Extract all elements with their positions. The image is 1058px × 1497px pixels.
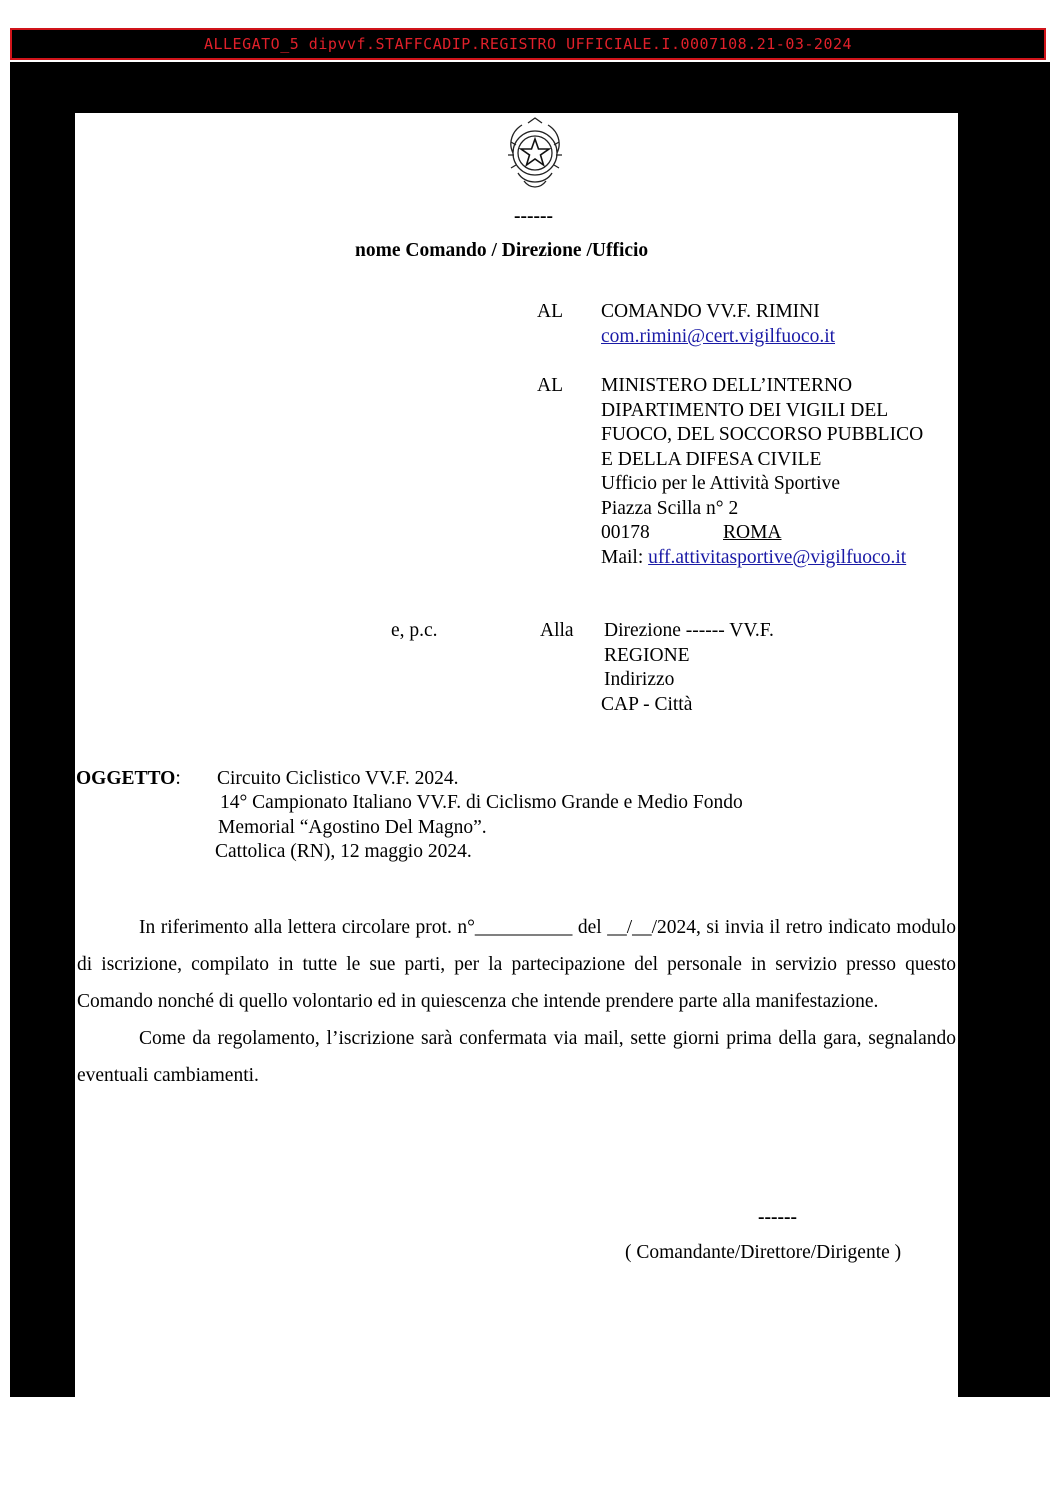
signature-dashes: ------ (758, 1207, 797, 1228)
body-paragraph: Come da regolamento, l’iscrizione sarà confermata via mail, sette giorni prima della gara, segnalando eventuali cambiamenti. (77, 1028, 956, 1086)
recipient1-name: COMANDO VV.F. RIMINI (601, 301, 820, 322)
recipient2-prefix: AL (537, 375, 563, 396)
subject-label: OGGETTO (76, 768, 176, 789)
protocol-stamp: ALLEGATO_5 dipvvf.STAFFCADIP.REGISTRO UFFICIALE.I.0007108.21-03-2024 (10, 28, 1046, 60)
mail-label: Mail: (601, 547, 649, 568)
cc-label: e, p.c. (391, 620, 438, 641)
recipient2-line: FUOCO, DEL SOCCORSO PUBBLICO (601, 424, 924, 445)
cc-prefix: Alla (540, 620, 574, 641)
subject-line: Memorial “Agostino Del Magno”. (218, 817, 487, 838)
document-page (75, 113, 958, 1397)
signature-role: ( Comandante/Direttore/Dirigente ) (625, 1242, 902, 1263)
recipient2-email-link[interactable]: uff.attivitasportive@vigilfuoco.it (648, 547, 907, 568)
cc-line: REGIONE (604, 645, 690, 666)
recipient2-line: Ufficio per le Attività Sportive (601, 473, 841, 494)
recipient2-city: ROMA (723, 522, 782, 543)
subject-line: Cattolica (RN), 12 maggio 2024. (215, 841, 472, 862)
recipient2-cap: 00178 (601, 522, 650, 543)
recipient2-mail-row (601, 546, 906, 571)
cc-line: Indirizzo (604, 669, 675, 690)
recipient2-line: DIPARTIMENTO DEI VIGILI DEL (601, 400, 889, 421)
body-paragraph: In riferimento alla lettera circolare prot. n°__________ del __/__/2024, si invia il retro indicato modulo di iscrizione, compilato in tutte le sue parti, per la partecipazione del personale in servizio presso questo Comando nonché di quello volontario ed in quiescenza che intende prendere parte alla manifestazione. (77, 917, 956, 1012)
cc-line: Direzione ------ VV.F. (604, 620, 774, 641)
subject-colon: : (175, 768, 181, 789)
subject-line: Circuito Ciclistico VV.F. 2024. (217, 768, 459, 789)
header-dashes: ------ (514, 206, 553, 227)
letter-body (77, 909, 956, 1094)
subject-label-row (76, 767, 181, 792)
cc-line: CAP - Città (601, 694, 693, 715)
office-name: nome Comando / Direzione /Ufficio (355, 240, 649, 261)
recipient2-line: E DELLA DIFESA CIVILE (601, 449, 822, 470)
recipient1-prefix: AL (537, 301, 563, 322)
recipient2-line: MINISTERO DELL’INTERNO (601, 375, 853, 396)
recipient2-line: Piazza Scilla n° 2 (601, 498, 739, 519)
recipient1-email-link[interactable]: com.rimini@cert.vigilfuoco.it (601, 326, 836, 347)
italian-emblem-icon (500, 115, 570, 195)
subject-line: 14° Campionato Italiano VV.F. di Ciclismo Grande e Medio Fondo (220, 792, 743, 813)
